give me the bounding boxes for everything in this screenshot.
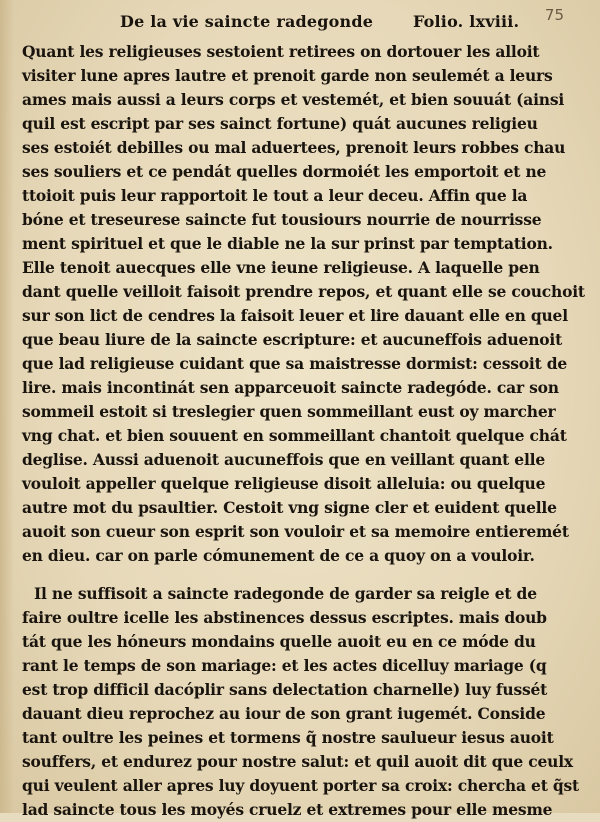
text-line: visiter lune apres lautre et prenoit garde non seulemét a leurs [22, 66, 553, 85]
handwritten-page-number: 75 [544, 6, 564, 24]
text-line: Elle tenoit auecques elle vne ieune religieuse. A laquelle pen [22, 258, 540, 277]
text-line: dauant dieu reprochez au iour de son grant iugemét. Conside [22, 704, 546, 723]
text-line: rant le temps de son mariage: et les actes dicelluy mariage (q [22, 656, 547, 675]
text-line: autre mot du psaultier. Cestoit vng signe cler et euident quelle [22, 498, 557, 517]
text-block [22, 40, 585, 822]
text-line: lire. mais incontinát sen apparceuoit saincte radegóde. car son [22, 378, 559, 397]
text-line: quil est escript par ses sainct fortune) quát aucunes religieu [22, 114, 538, 133]
text-line: vouloit appeller quelque religieuse disoit alleluia: ou quelque [22, 474, 546, 493]
paragraph-gap [22, 568, 508, 582]
text-line: faire oultre icelle les abstinences dessus escriptes. mais doub [22, 608, 547, 627]
text-line: deglise. Aussi aduenoit aucuneffois que en veillant quant elle [22, 450, 545, 469]
text-line: tát que les hóneurs mondains quelle auoit eu en ce móde du [22, 632, 536, 651]
paragraph-3 [22, 582, 579, 822]
text-line: ses souliers et ce pendát quelles dormoiét les emportoit et ne [22, 162, 547, 181]
text-line: que lad religieuse cuidant que sa maistresse dormist: cessoit de [22, 354, 568, 373]
running-head [120, 12, 520, 31]
text-line: vng chat. et bien souuent en sommeillant chantoit quelque chát [22, 426, 567, 445]
text-line: auoit son cueur son esprit son vouloir et sa memoire entieremét [22, 522, 569, 541]
text-line: en dieu. car on parle cómunement de ce a quoy on a vouloir. [22, 546, 535, 565]
text-line: dant quelle veilloit faisoit prendre repos, et quant elle se couchoit [22, 282, 585, 301]
text-line: tant oultre les peines et tormens q̃ nostre saulueur iesus auoit [22, 728, 554, 747]
text-line: est trop difficil dacóplir sans delectation charnelle) luy fussét [22, 680, 548, 699]
page-gutter-shadow [0, 0, 14, 813]
running-head-folio: Folio. lxviii. [412, 12, 520, 31]
text-line: ses estoiét debilles ou mal aduertees, prenoit leurs robbes chau [22, 138, 566, 157]
paragraph-1 [22, 40, 566, 256]
text-line: Quant les religieuses sestoient retirees on dortouer les alloit [22, 42, 540, 61]
text-line: sommeil estoit si treslegier quen sommeillant eust oy marcher [22, 402, 556, 421]
text-line: ttoioit puis leur rapportoit le tout a leur deceu. Affin que la [22, 186, 528, 205]
paragraph-2 [22, 256, 585, 568]
text-line: qui veulent aller apres luy doyuent porter sa croix: chercha et q̃st [22, 776, 579, 795]
text-line: ment spirituel et que le diable ne la sur prinst par temptation. [22, 234, 553, 253]
text-line: ames mais aussi a leurs corps et vestemét, et bien souuát (ainsi [22, 90, 565, 109]
text-line: bóne et treseurese saincte fut tousiours nourrie de nourrisse [22, 210, 542, 229]
text-line: lad saincte tous les moyés cruelz et extremes pour elle mesme [22, 800, 553, 819]
text-line: souffers, et endurez pour nostre salut: et quil auoit dit que ceulx [22, 752, 573, 771]
text-line: Il ne suffisoit a saincte radegonde de garder sa reigle et de [34, 584, 537, 603]
text-line: sur son lict de cendres la faisoit leuer et lire dauant elle en quel [22, 306, 568, 325]
running-head-title: De la vie saincte radegonde [120, 12, 374, 31]
text-line: que beau liure de la saincte escripture: et aucuneffois aduenoit [22, 330, 563, 349]
